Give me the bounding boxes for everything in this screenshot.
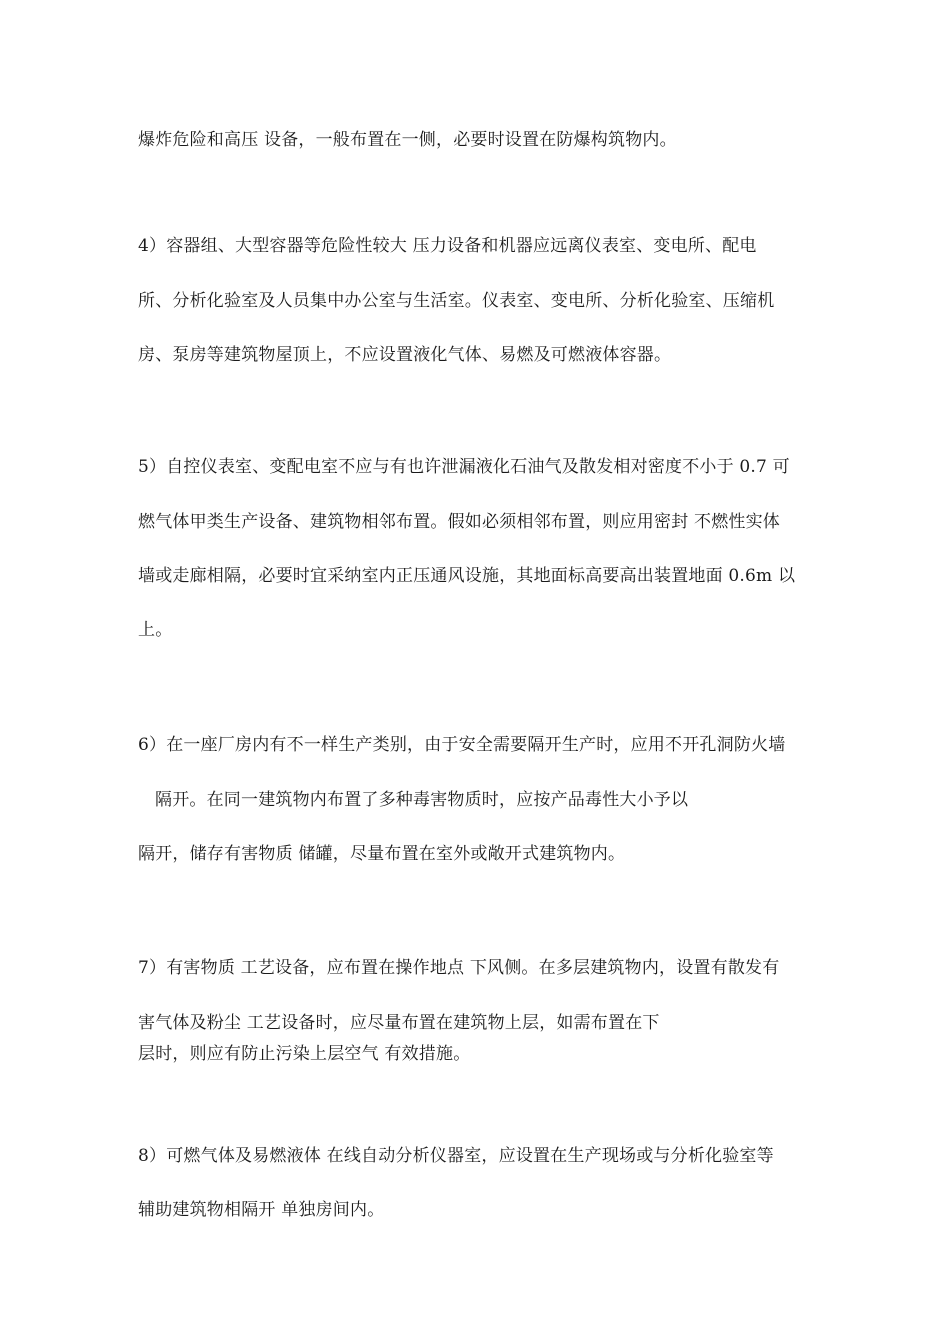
item-5-line: 上。 [138,620,173,640]
item-8-line: 8）可燃气体及易燃液体 在线自动分析仪器室，应设置在生产现场或与分析化验室等 [138,1146,774,1166]
item-5-line: 5）自控仪表室、变配电室不应与有也许泄漏液化石油气及散发相对密度不小于 0.7 可 [138,457,790,477]
paragraph-line: 爆炸危险和高压 设备，一般布置在一侧，必要时设置在防爆构筑物内。 [138,130,677,150]
item-4-line: 房、泵房等建筑物屋顶上，不应设置液化气体、易燃及可燃液体容器。 [138,345,672,365]
item-4-line: 4）容器组、大型容器等危险性较大 压力设备和机器应远离仪表室、变电所、配电 [138,236,757,256]
item-7-line: 害气体及粉尘 工艺设备时，应尽量布置在建筑物上层，如需布置在下 [138,1013,660,1033]
item-6-line: 隔开。在同一建筑物内布置了多种毒害物质时，应按产品毒性大小予以 [155,790,689,810]
item-6-line: 隔开，储存有害物质 储罐，尽量布置在室外或敞开式建筑物内。 [138,844,626,864]
item-7-line: 层时，则应有防止污染上层空气 有效措施。 [138,1044,471,1064]
item-5-line: 墙或走廊相隔，必要时宜采纳室内正压通风设施，其地面标高要高出装置地面 0.6m 以 [138,566,796,586]
item-6-line: 6）在一座厂房内有不一样生产类别，由于安全需要隔开生产时，应用不开孔洞防火墙 [138,735,786,755]
item-5-line: 燃气体甲类生产设备、建筑物相邻布置。假如必须相邻布置，则应用密封 不燃性实体 [138,512,781,532]
item-8-line: 辅助建筑物相隔开 单独房间内。 [138,1200,385,1220]
item-7-line: 7）有害物质 工艺设备，应布置在操作地点 下风侧。在多层建筑物内，设置有散发有 [138,958,780,978]
item-4-line: 所、分析化验室及人员集中办公室与生活室。仪表室、变电所、分析化验室、压缩机 [138,291,775,311]
